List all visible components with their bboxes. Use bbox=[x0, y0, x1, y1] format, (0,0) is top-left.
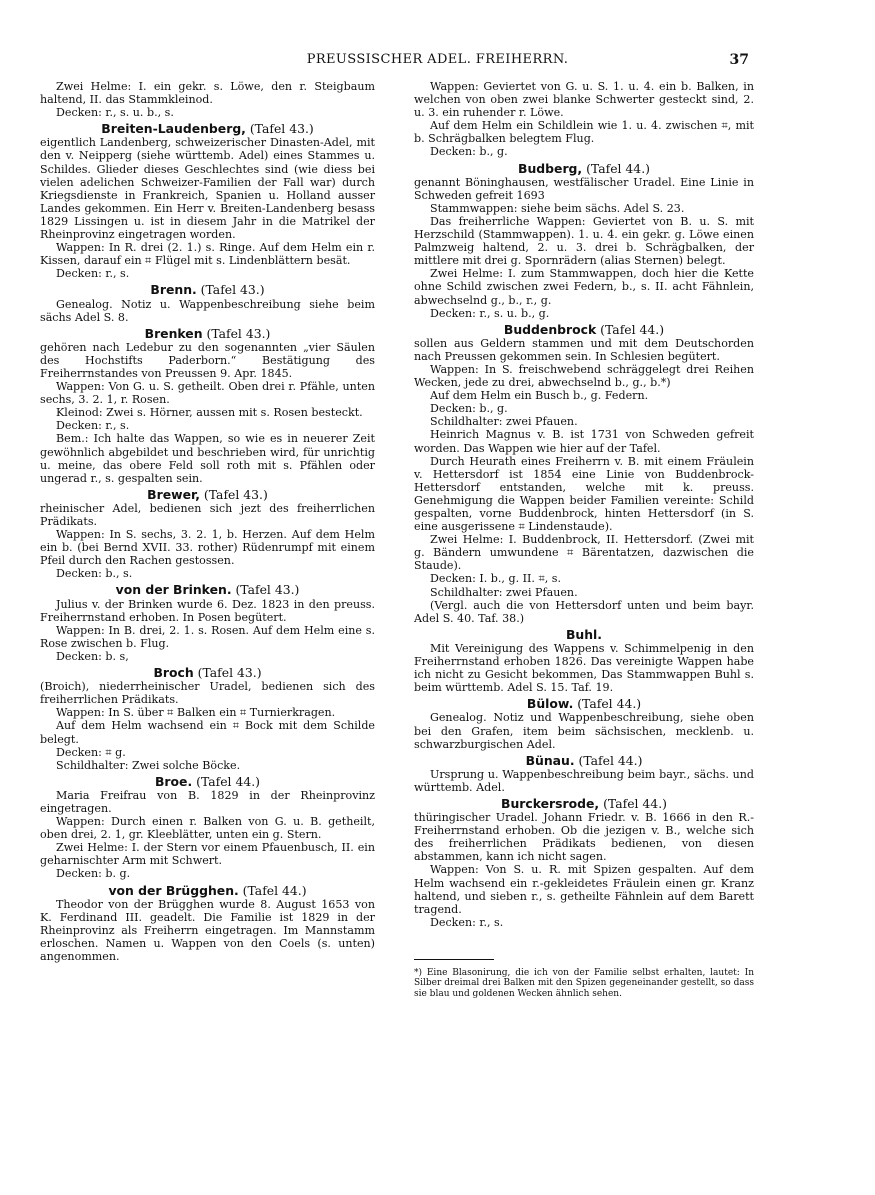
family-name: Bünau. bbox=[525, 752, 575, 768]
entry-heading bbox=[414, 323, 754, 336]
paragraph: thüringischer Uradel. Johann Friedr. v. B. 1666 in den R.-Freiherrnstand erhoben. Ob die jezigen v. B., welche sich des freiherrlichen Prädikats bedienen, von diesen abstammen, kann ich nicht sagen. bbox=[414, 811, 754, 864]
paragraph: gehören nach Ledebur zu den sogenannten „vier Säulen des Hochstifts Paderborn.“ Bestätigung des Freiherrnstandes von Preussen 9. Apr. 1845. bbox=[40, 340, 375, 380]
paragraph: Decken: r., s. u. b., s. bbox=[56, 106, 174, 120]
paragraph: Maria Freifrau von B. 1829 in der Rheinprovinz eingetragen. bbox=[40, 788, 375, 815]
family-name: Breiten-Laudenberg, bbox=[101, 121, 246, 137]
family-name: von der Brinken. bbox=[115, 582, 232, 598]
paragraph: Wappen: In R. drei (2. 1.) s. Ringe. Auf dem Helm ein r. Kissen, darauf ein ⌗ Flügel mit s. Lindenblättern besät. bbox=[40, 241, 375, 268]
plate-reference: (Tafel 44.) bbox=[599, 795, 667, 811]
family-name: Budberg, bbox=[518, 160, 583, 176]
plate-reference: (Tafel 44.) bbox=[238, 882, 307, 898]
paragraph: Kleinod: Zwei s. Hörner, aussen mit s. Rosen besteckt. bbox=[56, 406, 363, 420]
entry-heading bbox=[40, 283, 375, 296]
footnote: *) Eine Blasonirung, die ich von der Familie selbst erhalten, lautet: In Silber dreimal drei Balken mit den Spizen gegeneinander gestellt, so dass sie blau und goldenen Wecken ähnlich sehen. bbox=[414, 967, 754, 999]
entry-heading bbox=[40, 666, 375, 679]
paragraph: Stammwappen: siehe beim sächs. Adel S. 23. bbox=[430, 201, 685, 215]
paragraph: Wappen: In S. über ⌗ Balken ein ⌗ Turnierkragen. bbox=[56, 706, 336, 720]
entry-heading bbox=[40, 488, 375, 501]
paragraph: Decken: b. g. bbox=[56, 867, 131, 881]
paragraph: Wappen: In S. freischwebend schräggelegt drei Reihen Wecken, jede zu drei, abwechselnd b., g., b.*) bbox=[414, 362, 754, 390]
paragraph: Auf dem Helm wachsend ein ⌗ Bock mit dem Schilde belegt. bbox=[40, 719, 375, 746]
paragraph: Wappen: In B. drei, 2. 1. s. Rosen. Auf dem Helm eine s. Rose zwischen b. Flug. bbox=[40, 623, 375, 650]
paragraph: Wappen: Geviertet von G. u. S. 1. u. 4. ein b. Balken, in welchen von oben zwei blanke Schwerter gesteckt sind, 2. u. 3. ein ruhender r. Löwe. bbox=[414, 80, 754, 120]
plate-reference: (Tafel 43.) bbox=[202, 325, 271, 341]
paragraph: Heinrich Magnus v. B. ist 1731 von Schweden gefreit worden. Das Wappen wie hier auf der Tafel. bbox=[414, 428, 754, 455]
paragraph: (Vergl. auch die von Hettersdorf unten und beim bayr. Adel S. 40. Taf. 38.) bbox=[414, 598, 754, 625]
paragraph: Ursprung u. Wappenbeschreibung beim bayr., sächs. und württemb. Adel. bbox=[414, 767, 754, 794]
paragraph: Decken: r., s. bbox=[430, 915, 504, 929]
paragraph: eigentlich Landenberg, schweizerischer Dinasten-Adel, mit den v. Neipperg (siehe württemb. Adel) eines Stammes u. Schildes. Glieder dieses Geschlechtes sind (wie diess bei vielen adelichen Schweizer-Familien der Fall war) durch Kriegsdienste in Frankreich, Spanien u. Holland ausser Landes gekommen. Ein Herr v. Breiten-Landenberg besass 1829 Lissingen u. ist in diesem Jahr in die Matrikel der Rheinprovinz eingetragen worden. bbox=[40, 136, 375, 242]
paragraph: Decken: r., s. bbox=[56, 267, 130, 281]
paragraph: rheinischer Adel, bedienen sich jezt des freiherrlichen Prädikats. bbox=[40, 501, 375, 528]
entry-heading bbox=[40, 583, 375, 596]
entry-heading bbox=[40, 122, 375, 135]
plate-reference: (Tafel 43.) bbox=[231, 582, 300, 598]
family-name: Brewer, bbox=[147, 486, 200, 502]
plate-reference: (Tafel 44.) bbox=[574, 752, 643, 768]
entry-heading bbox=[414, 162, 754, 175]
family-name: Buhl. bbox=[565, 626, 603, 642]
right-column bbox=[414, 80, 754, 999]
paragraph: Wappen: Durch einen r. Balken von G. u. B. getheilt, oben drei, 2. 1, gr. Kleeblätter, unten ein g. Stern. bbox=[40, 815, 375, 842]
entry-heading bbox=[414, 797, 754, 810]
paragraph: Decken: b. s, bbox=[56, 649, 129, 663]
paragraph: Wappen: Von G. u. S. getheilt. Oben drei r. Pfähle, unten sechs, 3. 2. 1, r. Rosen. bbox=[40, 380, 375, 407]
paragraph: genannt Böninghausen, westfälischer Uradel. Eine Linie in Schweden gefreit 1693 bbox=[414, 175, 754, 202]
paragraph: Schildhalter: Zwei solche Böcke. bbox=[56, 758, 241, 772]
plate-reference: (Tafel 43.) bbox=[196, 282, 265, 298]
paragraph: (Broich), niederrheinischer Uradel, bedienen sich des freiherrlichen Prädikats. bbox=[40, 680, 375, 707]
family-name: Burckersrode, bbox=[501, 795, 600, 811]
entry-heading bbox=[414, 697, 754, 710]
family-name: Brenn. bbox=[150, 282, 197, 298]
family-name: Buddenbrock bbox=[503, 321, 597, 337]
paragraph: Decken: b., g. bbox=[430, 145, 508, 159]
plate-reference: (Tafel 44.) bbox=[582, 160, 650, 176]
paragraph: Decken: r., s. u. b., g. bbox=[430, 306, 550, 320]
paragraph: Bem.: Ich halte das Wappen, so wie es in neuerer Zeit gewöhnlich abgebildet und beschrieben wird, für unrichtig u. meine, das obere Feld soll roth mit s. Pfählen oder ungerad r., s. gespalten sein. bbox=[40, 432, 375, 485]
paragraph: Zwei Helme: I. Buddenbrock, II. Hettersdorf. (Zwei mit g. Bändern umwundene ⌗ Bärentatzen, dazwischen die Staude). bbox=[414, 533, 754, 573]
paragraph: Julius v. der Brinken wurde 6. Dez. 1823 in den preuss. Freiherrnstand erhoben. In Posen begütert. bbox=[40, 597, 375, 624]
paragraph: Zwei Helme: I. der Stern vor einem Pfauenbusch, II. ein geharnischter Arm mit Schwert. bbox=[40, 841, 375, 868]
entry-heading bbox=[40, 884, 375, 897]
plate-reference: (Tafel 43.) bbox=[199, 486, 268, 502]
paragraph: sollen aus Geldern stammen und mit dem Deutschorden nach Preussen gekommen sein. In Schlesien begütert. bbox=[414, 336, 754, 363]
paragraph: Das freiherrliche Wappen: Geviertet von B. u. S. mit Herzschild (Stammwappen). 1. u. 4. ein gekr. g. Löwe einen Palmzweig haltend, 2. u. 3. drei b. Schrägbalken, der mittlere mit drei g. Spornrädern (alias Sternen) belegt. bbox=[414, 214, 754, 268]
paragraph: Zwei Helme: I. zum Stammwappen, doch hier die Kette ohne Schild zwischen zwei Federn, b., s. II. acht Fähnlein, abwechselnd g., b., r., g. bbox=[414, 267, 754, 307]
paragraph: Schildhalter: zwei Pfauen. bbox=[430, 415, 578, 429]
family-name: Broe. bbox=[154, 773, 193, 789]
paragraph: Decken: b., s. bbox=[56, 567, 133, 581]
entry-heading bbox=[414, 754, 754, 767]
paragraph: Auf dem Helm ein Busch b., g. Federn. bbox=[430, 389, 649, 403]
paragraph: Decken: I. b., g. II. ⌗, s. bbox=[430, 572, 561, 586]
page-number: 37 bbox=[729, 52, 749, 68]
left-column bbox=[40, 80, 375, 963]
paragraph: Wappen: In S. sechs, 3. 2. 1, b. Herzen. Auf dem Helm ein b. (bei Bernd XVII. 33. rother) Rüdenrumpf mit einem Pfeil durch den Rachen gestossen. bbox=[40, 528, 375, 568]
paragraph: Genealog. Notiz und Wappenbeschreibung, siehe oben bei den Grafen, item beim sächsischen, mecklenb. u. schwarzburgischen Adel. bbox=[414, 711, 754, 751]
entry-heading bbox=[40, 775, 375, 788]
paragraph: Decken: ⌗ g. bbox=[56, 745, 126, 759]
paragraph: Mit Vereinigung des Wappens v. Schimmelpenig in den Freiherrnstand erhoben 1826. Das vereinigte Wappen habe ich nicht zu Gesicht bekommen, Das Stammwappen Buhl s. beim württemb. Adel S. 15. Taf. 19. bbox=[414, 641, 754, 695]
running-title: PREUSSISCHER ADEL. FREIHERRN. bbox=[306, 52, 569, 67]
page-header bbox=[0, 52, 875, 72]
plate-reference: (Tafel 43.) bbox=[193, 665, 262, 681]
paragraph: Wappen: Von S. u. R. mit Spizen gespalten. Auf dem Helm wachsend ein r.-gekleidetes Fräulein einen gr. Kranz haltend, und sieben r., s. getheilte Fähnlein auf dem Barett tragend. bbox=[414, 863, 754, 916]
paragraph: Durch Heurath eines Freiherrn v. B. mit einem Fräulein v. Hettersdorf ist 1854 eine Linie von Buddenbrock-Hettersdorf entstanden, welche mit k. preuss. Genehmigung die Wappen beider Familien vereinte: Schild gespalten, vorne Buddenbrock, hinten Hettersdorf (in S. eine ausgerissene ⌗ Lindenstaude). bbox=[414, 454, 754, 534]
family-name: Bülow. bbox=[526, 696, 574, 712]
paragraph: Theodor von der Brügghen wurde 8. August 1653 von K. Ferdinand III. geadelt. Die Familie ist 1829 in der Rheinprovinz als Freiherrn eingetragen. Im Mannstamm erloschen. Namen u. Wappen von den Coels (s. unten) angenommen. bbox=[40, 897, 375, 963]
plate-reference: (Tafel 44.) bbox=[573, 696, 642, 712]
plate-reference: (Tafel 44.) bbox=[192, 773, 260, 789]
family-name: von der Brügghen. bbox=[108, 882, 239, 898]
plate-reference: (Tafel 43.) bbox=[245, 121, 314, 137]
paragraph: Schildhalter: zwei Pfauen. bbox=[430, 585, 578, 599]
paragraph: Genealog. Notiz u. Wappenbeschreibung siehe beim sächs Adel S. 8. bbox=[40, 297, 375, 324]
family-name: Brenken bbox=[144, 325, 203, 341]
family-name: Broch bbox=[153, 665, 194, 681]
entry-heading bbox=[40, 327, 375, 340]
paragraph: Decken: r., s. bbox=[56, 419, 130, 433]
entry-heading bbox=[414, 628, 754, 641]
footnote-rule bbox=[414, 959, 494, 960]
paragraph: Decken: b., g. bbox=[430, 402, 508, 416]
plate-reference: (Tafel 44.) bbox=[596, 321, 665, 337]
paragraph: Zwei Helme: I. ein gekr. s. Löwe, den r. Steigbaum haltend, II. das Stammkleinod. bbox=[40, 80, 375, 107]
paragraph: Auf dem Helm ein Schildlein wie 1. u. 4. zwischen ⌗, mit b. Schrägbalken belegtem Flug. bbox=[414, 119, 754, 146]
